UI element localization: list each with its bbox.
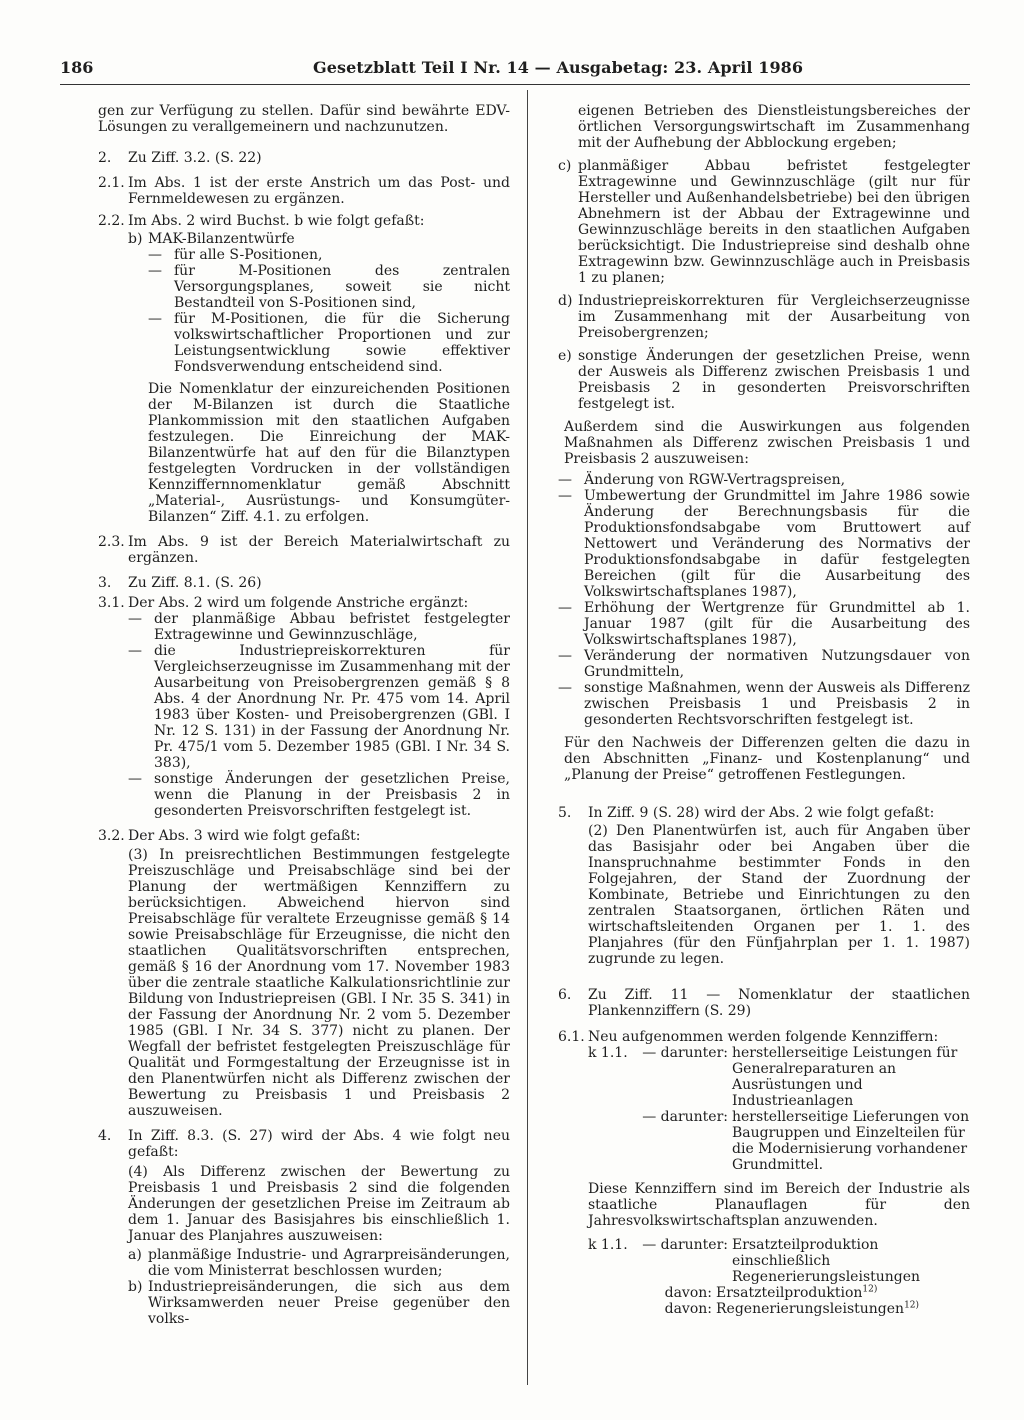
section-text: In Ziff. 9 (S. 28) wird der Abs. 2 wie folgt gefaßt: xyxy=(588,805,935,821)
section-text: Neu aufgenommen werden folgende Kennziffern: xyxy=(588,1029,939,1045)
item-letter: d) xyxy=(558,293,573,309)
section-text: Der Abs. 3 wird wie folgt gefaßt: xyxy=(128,828,361,844)
section-2-2 xyxy=(98,213,510,229)
list-item: — für alle S-Positionen, xyxy=(148,247,323,263)
kennziffer-text: herstellerseitige Lieferungen von Baugruppen und Einzelteilen für die Modernisierung vorhandener Grundmittel. xyxy=(732,1109,970,1173)
list-item: — der planmäßige Abbau befristet festgelegter Extragewinne und Gewinnzuschläge, xyxy=(128,611,510,643)
section-number: 2. xyxy=(98,150,112,166)
section-number: 2.3. xyxy=(98,534,125,550)
item-e xyxy=(558,348,970,412)
running-head: Gesetzblatt Teil I Nr. 14 — Ausgabetag: 23. April 1986 xyxy=(313,58,804,77)
list-item: — Umbewertung der Grundmittel im Jahre 1986 sowie Änderung der Berechnungsbasis für die Produktionsfondsabgabe vom Bruttowert auf Nettowert und Veränderung des Normativs der Produktionsfondsabgabe in dafür festgelegten Bereichen (gilt für die Ausarbeitung des Volkswirtschaftsplanes 1987), xyxy=(558,488,970,600)
item-b-continuation: eigenen Betrieben des Dienstleistungsbereiches der örtlichen Versorgungswirtschaft im Zusammenhang mit der Aufhebung der Abblockung ergeben; xyxy=(578,103,970,151)
section-number: 3. xyxy=(98,575,112,591)
item-letter: a) xyxy=(128,1247,142,1263)
kennziffer-text: Regenerierungsleistungen$^{12)}$ xyxy=(716,1300,920,1317)
list-item: — Änderung von RGW-Vertragspreisen, xyxy=(558,472,846,488)
list-item: — sonstige Änderungen der gesetzlichen Preise, wenn die Planung in der Preisbasis 2 in gesonderten Preisvorschriften festgelegt ist. xyxy=(128,771,510,819)
section-2 xyxy=(98,150,510,166)
item-c xyxy=(558,158,970,286)
section-number: 6. xyxy=(558,987,572,1003)
section-number: 2.2. xyxy=(98,213,125,229)
kennziffer-row xyxy=(588,1109,970,1173)
section-number: 6.1. xyxy=(558,1029,585,1045)
intro-paragraph: gen zur Verfügung zu stellen. Dafür sind bewährte EDV-Lösungen zu verallgemeinern und nachzunutzen. xyxy=(98,103,510,135)
section-5-paragraph: (2) Den Planentwürfen ist, auch für Angaben über das Basisjahr oder bei Angaben über die Inanspruchnahme bestimmter Fonds in den Folgejahren, der Stand der Zuordnung der Kombinate, Betriebe und Einrichtungen zu den zentralen Staatsorganen, örtlichen Räten und wirtschaftsleitenden Organen per 1. 1. des Planjahres (für den Fünfjahrplan per 1. 1. 1987) zugrunde zu legen. xyxy=(588,823,970,967)
section-text: Der Abs. 2 wird um folgende Anstriche ergänzt: xyxy=(128,595,469,611)
section-heading: Zu Ziff. 8.1. (S. 26) xyxy=(128,575,262,591)
section-3-1-list xyxy=(128,611,510,819)
list-item: — sonstige Maßnahmen, wenn der Ausweis als Differenz zwischen Preisbasis 1 und Preisbasis 2 in gesonderten Rechtsvorschriften festgelegt ist. xyxy=(558,680,970,728)
item-text: planmäßige Industrie- und Agrarpreisänderungen, die vom Ministerrat beschlossen wurden; xyxy=(148,1247,510,1279)
list-item: — für M-Positionen, die für die Sicherung volkswirtschaftlicher Proportionen und zur Leistungsentwicklung sowie effektiver Fondsverwendung entscheidend sind. xyxy=(148,311,510,375)
kennziffer-row xyxy=(638,1285,970,1301)
section-text: Im Abs. 9 ist der Bereich Materialwirtschaft zu ergänzen. xyxy=(128,534,510,566)
item-b-2 xyxy=(128,1279,510,1327)
section-2-1 xyxy=(98,175,510,207)
section-heading: Zu Ziff. 11 — Nomenklatur der staatlichen Plankennziffern (S. 29) xyxy=(588,987,970,1019)
kennziffer-label: davon: xyxy=(664,1301,712,1317)
section-text: In Ziff. 8.3. (S. 27) wird der Abs. 4 wie folgt neu gefaßt: xyxy=(128,1128,510,1160)
section-number: 3.2. xyxy=(98,828,125,844)
section-2-3 xyxy=(98,534,510,566)
page-number: 186 xyxy=(60,58,94,77)
section-6-1 xyxy=(558,1029,970,1045)
section-3-1 xyxy=(98,595,510,611)
section-heading: Zu Ziff. 3.2. (S. 22) xyxy=(128,150,262,166)
item-title: MAK-Bilanzentwürfe xyxy=(148,231,295,247)
section-5 xyxy=(558,805,970,821)
section-number: 2.1. xyxy=(98,175,125,191)
kennziffer-text: Ersatzteilproduktion einschließlich Regenerierungsleistungen xyxy=(732,1237,921,1285)
kennziffer-row xyxy=(588,1237,970,1285)
section-text: Im Abs. 1 ist der erste Anstrich um das Post- und Fernmeldewesen zu ergänzen. xyxy=(128,175,510,207)
nachweis-paragraph: Für den Nachweis der Differenzen gelten die dazu in den Abschnitten „Finanz- und Kostenplanung“ und „Planung der Preise“ getroffenen Festlegungen. xyxy=(564,735,970,783)
item-text: Industriepreiskorrekturen für Vergleichserzeugnisse im Zusammenhang mit der Ausarbeitung von Preisobergrenzen; xyxy=(578,293,970,341)
section-number: 3.1. xyxy=(98,595,125,611)
list-item: — für M-Positionen des zentralen Versorgungsplanes, soweit sie nicht Bestandteil von S-Positionen sind, xyxy=(148,263,510,311)
kennziffer-block-1 xyxy=(588,1045,970,1173)
kennziffer-label: — darunter: xyxy=(642,1237,728,1253)
kennziffer-code: k 1.1. xyxy=(588,1045,628,1061)
section-3-2 xyxy=(98,828,510,844)
kennziffer-paragraph: Diese Kennziffern sind im Bereich der Industrie als staatliche Planauflagen für den Jahresvolkswirtschaftsplan anzuwenden. xyxy=(588,1181,970,1229)
item-text: Industriepreisänderungen, die sich aus dem Wirksamwerden neuer Preise gegenüber den volks- xyxy=(148,1279,510,1327)
section-number: 5. xyxy=(558,805,572,821)
kennziffer-block-2 xyxy=(588,1237,970,1317)
kennziffer-text: herstellerseitige Leistungen für Generalreparaturen an Ausrüstungen und Industrieanlagen xyxy=(732,1045,958,1109)
item-b xyxy=(128,231,510,525)
kennziffer-label: — darunter: xyxy=(642,1045,728,1061)
footnote-ref: 12) xyxy=(904,1300,920,1311)
item-text: planmäßiger Abbau befristet festgelegter Extragewinne und Gewinnzuschläge (gilt nur für Hersteller und Außenhandelsbetriebe) bei den übrigen Abnehmern ist der Abbau der Extragewinne und Gewinnzuschläge bereits in den staatlichen Aufgaben berücksichtigt. Die Industriepreise sind deshalb ohne Extragewinn bzw. Gewinnzuschläge auch in Preisbasis 1 zu planen; xyxy=(578,158,970,286)
section-3-2-paragraph: (3) In preisrechtlichen Bestimmungen festgelegte Preiszuschläge und Preisabschläge sind bei der Planung der wertmäßigen Kennziffern zu berücksichtigen. Abweichend hiervon sind Preisabschläge für veraltete Erzeugnisse gemäß § 14 sowie Preisabschläge für Erzeugnisse, die nicht den staatlichen Qualitätsvorschriften entsprechen, gemäß § 16 der Anordnung vom 17. November 1983 über die zentrale staatliche Kalkulationsrichtlinie zur Bildung von Industriepreisen (GBl. I Nr. 35 S. 341) in der Fassung der Anordnung Nr. 2 vom 5. Dezember 1985 (GBl. I Nr. 34 S. 377) nicht zu planen. Der Wegfall der befristet festgelegten Preiszuschläge für Qualität und Formgestaltung der Erzeugnisse ist in den Planentwürfen nicht als Differenz zwischen der Bewertung zu Preisbasis 1 und Preisbasis 2 auszuweisen. xyxy=(128,847,510,1119)
column-rule xyxy=(527,90,528,1385)
right-column xyxy=(558,103,970,1317)
item-text: sonstige Änderungen der gesetzlichen Preise, wenn der Ausweis als Differenz zwischen Preisbasis 1 und Preisbasis 2 in gesonderten Preisvorschriften festgelegt ist. xyxy=(578,348,970,412)
header-rule xyxy=(60,84,970,85)
item-a xyxy=(128,1247,510,1279)
item-letter: b) xyxy=(128,1279,143,1295)
measures-list xyxy=(558,472,970,728)
item-d xyxy=(558,293,970,341)
kennziffer-text: Ersatzteilproduktion$^{12)}$ xyxy=(716,1284,878,1301)
kennziffer-row xyxy=(588,1045,970,1109)
footnote-ref: 12) xyxy=(862,1284,878,1295)
kennziffer-label: davon: xyxy=(664,1285,712,1301)
section-6 xyxy=(558,987,970,1019)
section-number: 4. xyxy=(98,1128,112,1144)
section-3 xyxy=(98,575,510,591)
item-letter: c) xyxy=(558,158,572,174)
kennziffer-row xyxy=(638,1301,970,1317)
kennziffer-code: k 1.1. xyxy=(588,1237,628,1253)
section-4 xyxy=(98,1128,510,1160)
section-text: Im Abs. 2 wird Buchst. b wie folgt gefaßt: xyxy=(128,213,425,229)
item-letter: b) xyxy=(128,231,143,247)
list-item: — die Industriepreiskorrekturen für Vergleichserzeugnisse im Zusammenhang mit der Ausarbeitung von Preisobergrenzen gemäß § 8 Abs. 4 der Anordnung Nr. Pr. 475 vom 14. April 1983 über Kosten- und Preisobergrenzen (GBl. I Nr. 12 S. 131) in der Fassung der Anordnung Nr. Pr. 475/1 vom 5. Dezember 1985 (GBl. I Nr. 34 S. 383), xyxy=(128,643,510,771)
list-item: — Erhöhung der Wertgrenze für Grundmittel ab 1. Januar 1987 (gilt für die Ausarbeitung des Volkswirtschaftsplanes 1987), xyxy=(558,600,970,648)
item-b-paragraph: Die Nomenklatur der einzureichenden Positionen der M-Bilanzen ist durch die Staatliche Plankommission mit den staatlichen Aufgaben festzulegen. Die Einreichung der MAK-Bilanzentwürfe hat auf den für die Bilanztypen festgelegten Vordrucken in der vollständigen Kennziffernnomenklatur gemäß Abschnitt „Material-, Ausrüstungs- und Konsumgüter-Bilanzen“ Ziff. 4.1. zu erfolgen. xyxy=(148,381,510,525)
kennziffer-label: — darunter: xyxy=(642,1109,728,1125)
section-4-paragraph: (4) Als Differenz zwischen der Bewertung zu Preisbasis 1 und Preisbasis 2 sind die folgenden Änderungen der gesetzlichen Preise im Zeitraum ab dem 1. Januar des Basisjahres bis einschließlich 1. Januar des Planjahres auszuweisen: xyxy=(128,1164,510,1244)
ausserdem-paragraph: Außerdem sind die Auswirkungen aus folgenden Maßnahmen als Differenz zwischen Preisbasis 1 und Preisbasis 2 auszuweisen: xyxy=(564,419,970,467)
list-item: — Veränderung der normativen Nutzungsdauer von Grundmitteln, xyxy=(558,648,970,680)
item-letter: e) xyxy=(558,348,572,364)
left-column xyxy=(98,103,510,1327)
